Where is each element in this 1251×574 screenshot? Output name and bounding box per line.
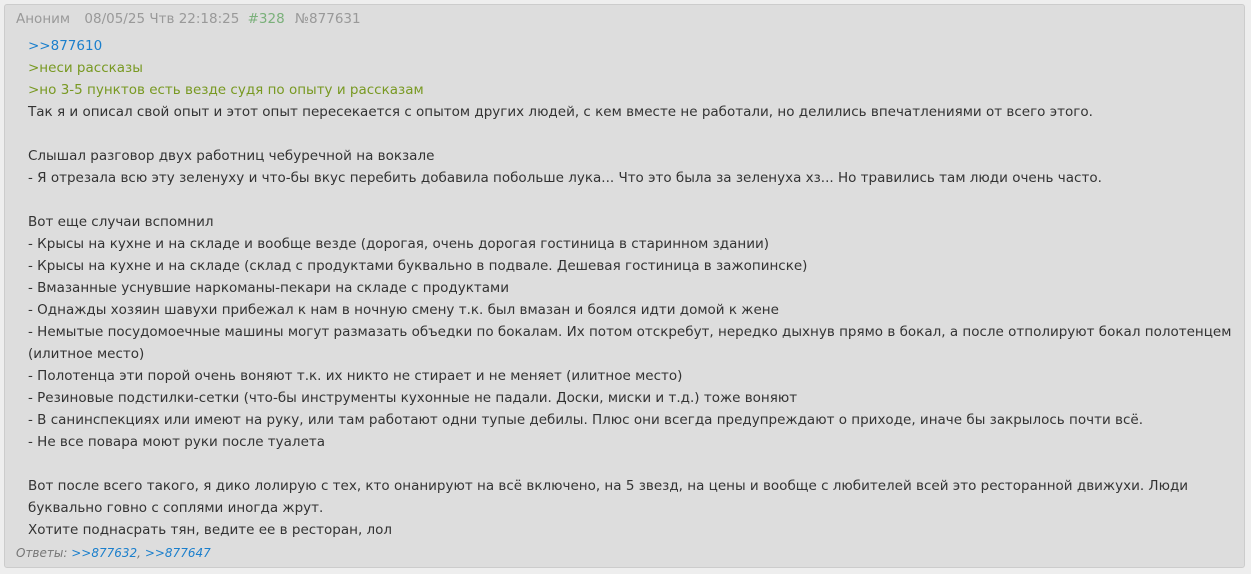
paragraph-text: Так я и описал свой опыт и этот опыт пересекается с опытом других людей, с кем вместе не работали, но делились впечатлениями от всего этого. — [28, 104, 1093, 120]
replies-label: Ответы: — [16, 546, 68, 560]
post-author: Аноним — [16, 11, 71, 27]
post — [4, 4, 1245, 568]
paragraph-spacer — [28, 453, 1233, 475]
list-item: - Однажды хозяин шавухи прибежал к нам в ночную смену т.к. был вмазан и боялся идти домой к жене — [28, 302, 779, 318]
reply-link[interactable]: >>877632 — [71, 546, 138, 560]
paragraph-spacer — [28, 189, 1233, 211]
post-body — [28, 35, 1233, 541]
list-item: - Резиновые подстилки-сетки (что-бы инструменты кухонные не падали. Доски, миски и т.д.) тоже воняют — [28, 390, 798, 406]
greentext-quote: >но 3-5 пунктов есть везде судя по опыту и рассказам — [28, 82, 424, 98]
list-item: - Немытые посудомоечные машины могут размазать объедки по бокалам. Их потом отскребут, нередко дыхнув прямо в бокал, а после отполируют бокал полотенцем (илитное место) — [28, 324, 1232, 362]
list-item: - Крысы на кухне и на складе (склад с продуктами буквально в подвале. Дешевая гостиница в зажопинске) — [28, 258, 808, 274]
reply-link[interactable]: >>877647 — [144, 546, 211, 560]
list-item: - В санинспекциях или имеют на руку, или там работают одни тупые дебилы. Плюс они всегда предупреждают о приходе, иначе бы закрылось почти всё. — [28, 412, 1143, 428]
replies-separator: , — [137, 546, 141, 560]
list-item: - Вмазанные уснувшие наркоманы-пекари на складе с продуктами — [28, 280, 509, 296]
post-date: 08/05/25 Чтв 22:18:25 — [84, 11, 240, 27]
paragraph-text: Вот еще случаи вспомнил — [28, 214, 214, 230]
reply-to-link[interactable]: >>877610 — [28, 38, 103, 54]
list-item: - Не все повара моют руки после туалета — [28, 434, 326, 450]
list-item: - Полотенца эти порой очень воняют т.к. их никто не стирает и не меняет (илитное место) — [28, 368, 683, 384]
post-id-link[interactable]: №877631 — [295, 11, 361, 27]
post-number-link[interactable]: #328 — [247, 11, 285, 27]
paragraph-spacer — [28, 123, 1233, 145]
paragraph-text: Вот после всего такого, я дико лолирую с тех, кто онанируют на всё включено, на 5 звезд, на цены и вообще с любителей всей это ресторанной движухи. Люди буквально говно с соплями иногда жрут. — [28, 478, 1189, 516]
paragraph-text: Слышал разговор двух работниц чебуречной на вокзале — [28, 148, 435, 164]
paragraph-text: - Я отрезала всю эту зеленуху и что-бы вкус перебить добавила побольше лука... Что это была за зеленуха хз... Но травились там люди очень часто. — [28, 170, 1102, 186]
greentext-quote: >неси рассказы — [28, 60, 143, 76]
paragraph-text: Хотите поднасрать тян, ведите ее в ресторан, лол — [28, 522, 393, 538]
post-header — [16, 9, 361, 29]
list-item: - Крысы на кухне и на складе и вообще везде (дорогая, очень дорогая гостиница в старинном здании) — [28, 236, 770, 252]
post-replies — [16, 543, 211, 563]
